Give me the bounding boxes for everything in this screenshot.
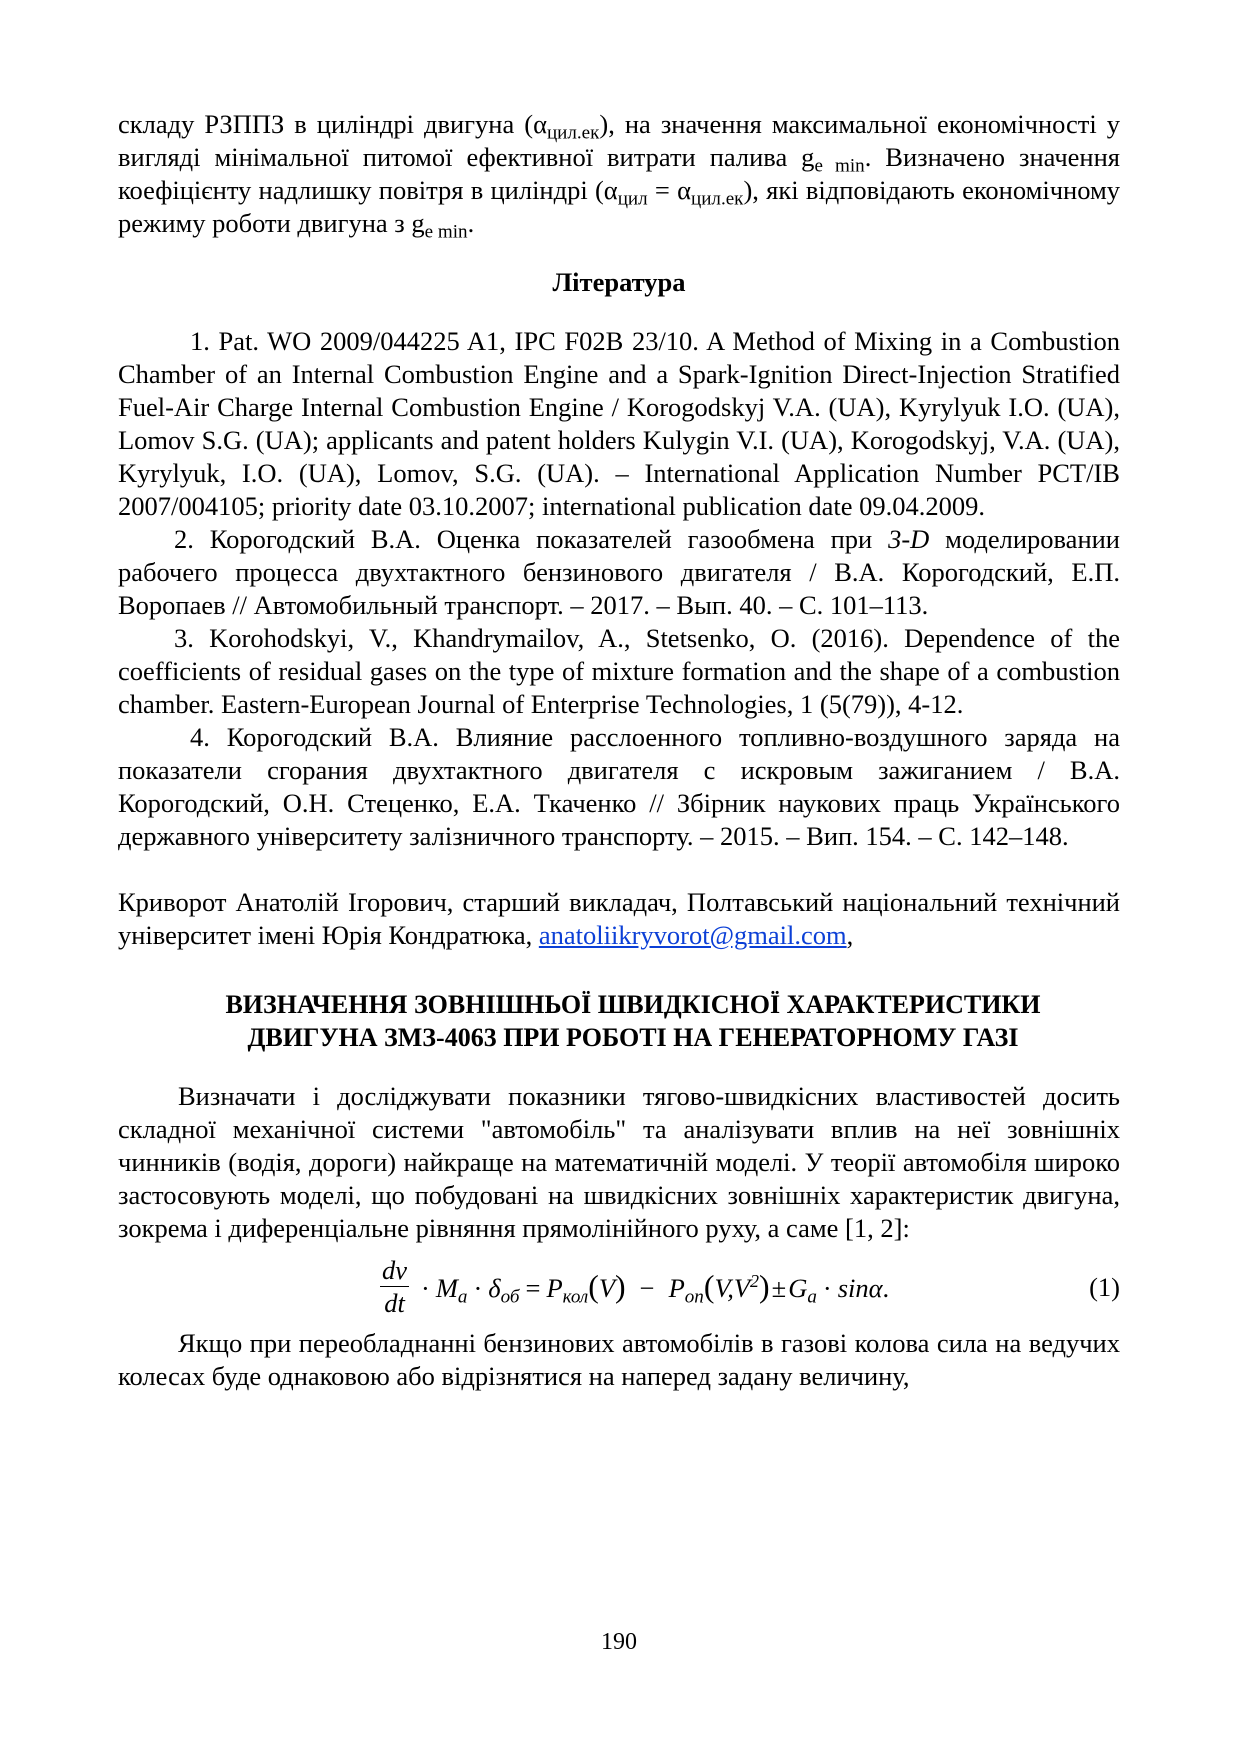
references-heading: Література — [552, 267, 686, 297]
superscript: 2 — [750, 1270, 760, 1291]
spacer — [118, 853, 1120, 886]
parenthesis: ( — [703, 1268, 715, 1304]
subscript: a — [807, 1286, 817, 1308]
subscript: e min — [424, 221, 468, 243]
parenthesis: ) — [759, 1268, 770, 1304]
reference-item: 3. Korohodskyi, V., Khandrymailov, A., Stetsenko, O. (2016). Dependence of the coefficients of residual gases on the type of mixture formation and the shape of a combustion chamber. Eastern-European Journal of Enterprise Technologies, 1 (5(79)), 4-12. — [118, 623, 1120, 719]
operator: − — [639, 1272, 655, 1303]
symbol: V — [598, 1272, 616, 1303]
email-link[interactable]: anatoliikryvorot@gmail.com — [538, 920, 847, 950]
reference-item: 4. Корогодский В.А. Влияние расслоенного топливно-воздушного заряда на показатели сгорания двухтактного двигателя с искровым зажиганием / В.А. Корогодский, О.Н. Стеценко, Е.А. Ткаченко // Збірник наукових праць Українського державного університету залізничного транспорту. – 2015. – Вип. 154. – С. 142–148. — [118, 722, 1120, 851]
author-text: , — [846, 920, 854, 950]
operator: ± — [771, 1272, 787, 1303]
reference-item: 1. Pat. WO 2009/044225 A1, IPC F02B 23/10. A Method of Mixing in a Combustion Chamber of an Internal Combustion Engine and a Spark-Ignition Direct-Injection Stratified Fuel-Air Charge Internal Combustion Engine / Korogodskyj V.A. (UA), Kyrylyuk I.O. (UA), Lomov S.G. (UA); applicants and patent holders Kulygin V.I. (UA), Korogodskyj, V.A. (UA), Kyrylyuk, I.O. (UA), Lomov, S.G. (UA). – International Application Number PCT/IB 2007/004105; priority date 03.10.2007; international publication date 09.04.2009. — [118, 326, 1120, 521]
paragraph-text: складу РЗППЗ в циліндрі двигуна (α — [118, 109, 547, 139]
body-paragraph: Якщо при переобладнанні бензинових автомобілів в газові колова сила на ведучих колесах буде однаковою або відрізнятися на наперед задану величину, — [118, 1328, 1120, 1391]
operator: · — [822, 1272, 832, 1303]
article-title — [118, 988, 1120, 1054]
subscript: цил.ек — [546, 122, 600, 144]
symbol: P — [668, 1272, 685, 1303]
equation-terms — [415, 1268, 890, 1308]
document-page — [118, 108, 1121, 1655]
symbol: V,V — [714, 1272, 751, 1303]
equation-number: (1) — [1089, 1272, 1120, 1302]
page-number: 190 — [601, 1629, 637, 1655]
subscript: цил.ек — [691, 188, 744, 210]
symbol: δ — [488, 1272, 501, 1303]
equation — [118, 1249, 1120, 1325]
operator: · — [421, 1272, 430, 1303]
fraction-denominator: dt — [384, 1288, 405, 1318]
operator: · — [473, 1272, 483, 1303]
intro-paragraph: Визначати і досліджувати показники тягово-швидкісних властивостей досить складної механічної системи "автомобіль" та аналізувати вплив на неї зовнішніх чинників (водія, дороги) найкраще на математичній моделі. У теорії автомобіля широко застосовують моделі, що побудовані на швидкісних зовнішніх характеристик двигуна, зокрема і диференціальне рівняння прямолінійного руху, а саме [1, 2]: — [118, 1081, 1120, 1243]
paragraph-text: = α — [647, 175, 691, 205]
equation-body — [380, 1249, 889, 1325]
title-line: ВИЗНАЧЕННЯ ЗОВНІШНЬОЇ ШВИДКІСНОЇ ХАРАКТЕРИСТИКИ — [225, 990, 1041, 1019]
symbol: G — [788, 1272, 808, 1303]
subscript: цил — [617, 188, 648, 210]
symbol: M — [435, 1272, 458, 1303]
reference-list — [118, 325, 1120, 853]
subscript: оп — [684, 1286, 704, 1308]
reference-text: моделировании рабочего процесса двухтактного бензинового двигателя / В.А. Корогодский, Е.П. Воропаев // Автомобильный транспорт. – 2017. – Вып. 40. – С. 101–113. — [118, 524, 1120, 620]
parenthesis: ) — [615, 1268, 626, 1304]
author-text: Криворот Анатолій Ігорович, старший викладач, Полтавський національний технічний університет імені Юрія Кондратюка, — [118, 887, 1120, 950]
subscript: об — [500, 1286, 520, 1308]
title-line: ДВИГУНА ЗМЗ-4063 ПРИ РОБОТІ НА ГЕНЕРАТОРНОМУ ГАЗІ — [247, 1023, 1019, 1052]
fraction-numerator: dv — [382, 1255, 408, 1285]
subscript: кол — [562, 1286, 589, 1308]
closing-paragraph — [118, 108, 1121, 243]
symbol: sinα — [837, 1272, 883, 1303]
paragraph-text: . — [467, 208, 475, 238]
fraction — [380, 1255, 409, 1319]
operator: = — [525, 1272, 541, 1303]
reference-text: 2. Корогодский В.А. Оценка показателей газообмена при — [174, 524, 889, 554]
subscript: e min — [814, 155, 865, 177]
parenthesis: ( — [588, 1268, 599, 1304]
symbol: P — [546, 1272, 563, 1303]
operator: . — [882, 1272, 890, 1303]
subscript: a — [457, 1286, 468, 1308]
reference-italic: 3-D — [888, 524, 930, 554]
paragraph-text: . Визначено значення коефіцієнту надлишку повітря в циліндрі (α — [118, 142, 1120, 205]
paragraph-text: ), які відповідають економічному режиму роботи двигуна з g — [118, 175, 1121, 238]
reference-item — [118, 523, 1120, 622]
paragraph-text: ), на значення максимальної економічності у вигляді мінімальної питомої ефективної витрати палива g — [118, 109, 1121, 172]
author-affiliation — [118, 886, 1120, 952]
